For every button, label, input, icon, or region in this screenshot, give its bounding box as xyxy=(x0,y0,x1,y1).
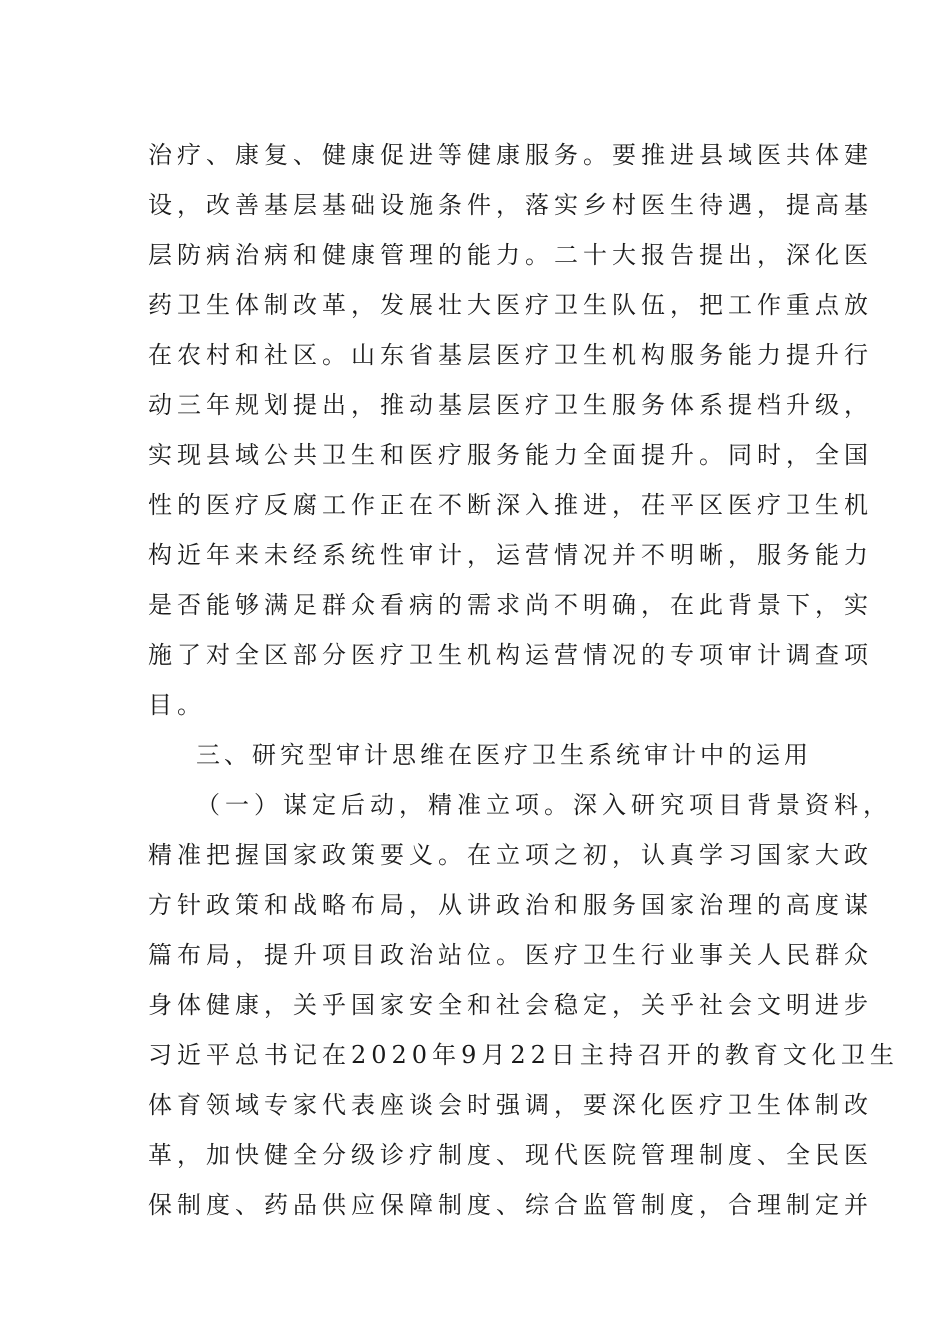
text-line: 层防病治病和健康管理的能力。二十大报告提出，深化医 xyxy=(148,241,873,269)
text-line: 目。 xyxy=(148,691,206,719)
text-line: 在农村和社区。山东省基层医疗卫生机构服务能力提升行 xyxy=(148,341,873,369)
text-line: 习近平总书记在2020年9月22日主持召开的教育文化卫生 xyxy=(148,1041,899,1069)
text-line: 身体健康，关乎国家安全和社会稳定，关乎社会文明进步 xyxy=(148,991,873,1019)
text-line: 药卫生体制改革，发展壮大医疗卫生队伍，把工作重点放 xyxy=(148,291,873,319)
text-line: 是否能够满足群众看病的需求尚不明确，在此背景下，实 xyxy=(148,591,873,619)
document-body xyxy=(148,130,899,1230)
text-line: 体育领域专家代表座谈会时强调，要深化医疗卫生体制改 xyxy=(148,1091,873,1119)
text-line: 施了对全区部分医疗卫生机构运营情况的专项审计调查项 xyxy=(148,641,873,669)
text-line: 革，加快健全分级诊疗制度、现代医院管理制度、全民医 xyxy=(148,1141,873,1169)
text-line: 设，改善基层基础设施条件，落实乡村医生待遇，提高基 xyxy=(148,191,873,219)
section-heading: 三、研究型审计思维在医疗卫生系统审计中的运用 xyxy=(196,741,812,769)
paragraph-first-line: （一）谋定后动，精准立项。深入研究项目背景资料， xyxy=(196,791,892,819)
text-line: 性的医疗反腐工作正在不断深入推进，茌平区医疗卫生机 xyxy=(148,491,873,519)
text-line: 方针政策和战略布局，从讲政治和服务国家治理的高度谋 xyxy=(148,891,873,919)
text-line: 构近年来未经系统性审计，运营情况并不明晰，服务能力 xyxy=(148,541,873,569)
text-line: 治疗、康复、健康促进等健康服务。要推进县域医共体建 xyxy=(148,141,873,169)
text-line: 实现县域公共卫生和医疗服务能力全面提升。同时，全国 xyxy=(148,441,873,469)
text-line: 保制度、药品供应保障制度、综合监管制度，合理制定并 xyxy=(148,1191,873,1219)
text-line: 动三年规划提出，推动基层医疗卫生服务体系提档升级， xyxy=(148,391,873,419)
text-line: 篇布局，提升项目政治站位。医疗卫生行业事关人民群众 xyxy=(148,941,873,969)
text-line: 精准把握国家政策要义。在立项之初，认真学习国家大政 xyxy=(148,841,873,869)
